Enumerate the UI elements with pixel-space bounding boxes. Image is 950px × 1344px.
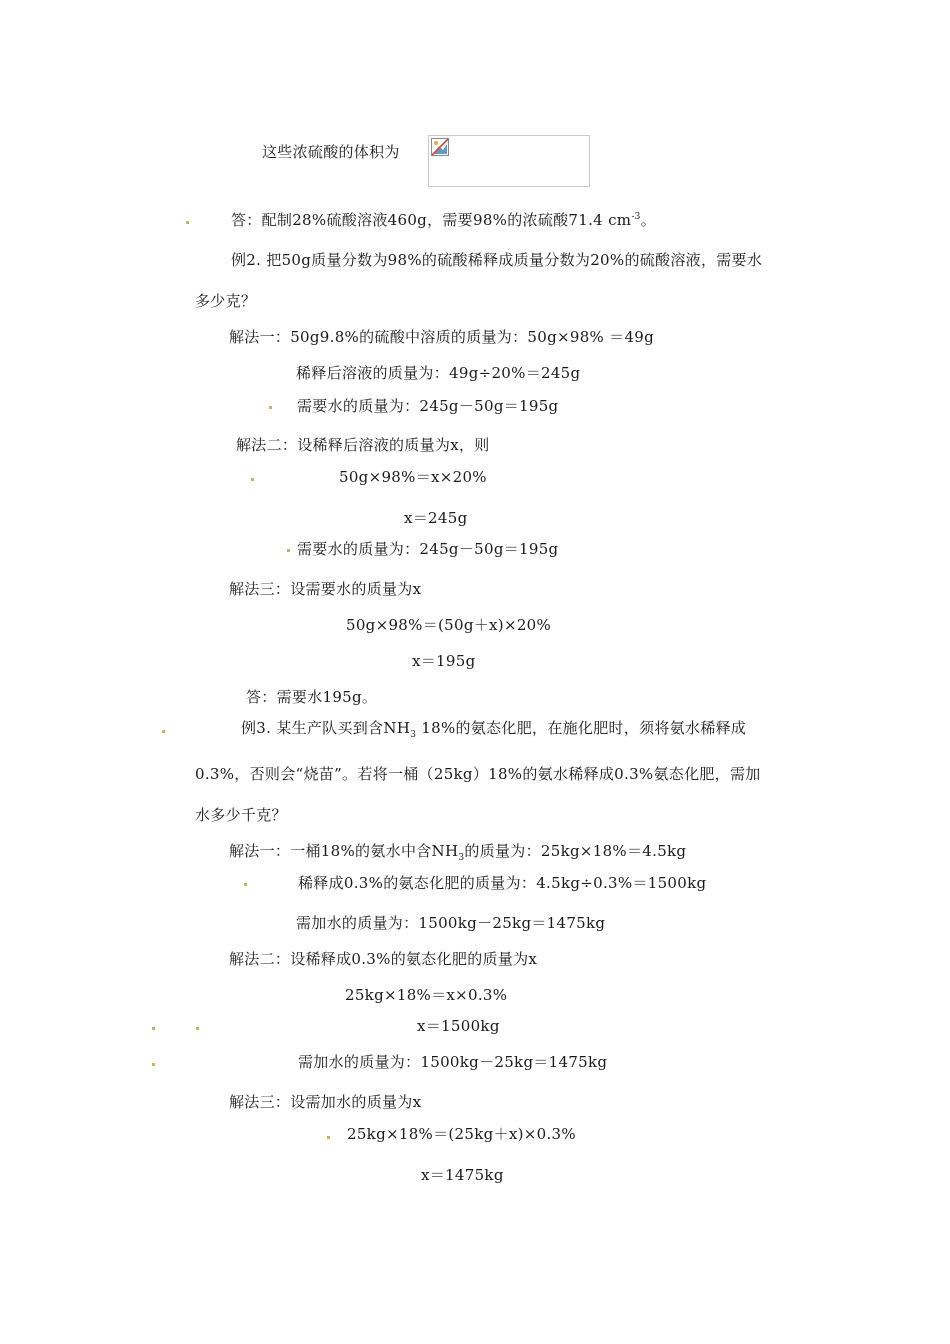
e3-method1-line3: 需加水的质量为：1500kg－25kg＝1475kg — [296, 914, 606, 932]
example3-line1-sub: 3 — [410, 730, 417, 740]
e3-method2-line3: x＝1500kg — [417, 1017, 500, 1035]
example3-line1-a: 例3. 某生产队买到含NH — [241, 719, 411, 737]
answer1-exponent: -3 — [631, 212, 641, 222]
scan-dot — [327, 1136, 330, 1139]
scan-dot — [162, 730, 165, 733]
e3-method2-line4: 需加水的质量为：1500kg－25kg＝1475kg — [298, 1053, 608, 1071]
e2-method2-line1: 解法二：设稀释后溶液的质量为x，则 — [236, 436, 490, 454]
e2-method2-line3: x＝245g — [404, 509, 468, 527]
example2-line1: 例2. 把50g质量分数为98%的硫酸稀释成质量分数为20%的硫酸溶液，需要水 — [231, 251, 763, 269]
example2-answer: 答：需要水195g。 — [246, 688, 378, 706]
scan-dot — [287, 549, 290, 552]
e3-method1-line1-b: 的质量为：25kg×18%＝4.5kg — [464, 842, 687, 860]
scan-dot — [196, 1027, 199, 1030]
scan-dot — [244, 883, 247, 886]
scan-dot — [251, 478, 254, 481]
e3-method2-line1: 解法二：设稀释成0.3%的氨态化肥的质量为x — [229, 950, 538, 968]
e2-method1-line1: 解法一：50g9.8%的硫酸中溶质的质量为：50g×98% ＝49g — [229, 328, 655, 346]
e2-method3-line1: 解法三：设需要水的质量为x — [229, 580, 422, 598]
e2-method1-line3: 需要水的质量为：245g－50g＝195g — [297, 397, 559, 415]
e3-method1-line2: 稀释成0.3%的氨态化肥的质量为：4.5kg÷0.3%＝1500kg — [298, 874, 707, 892]
scan-dot — [152, 1027, 155, 1030]
e2-method3-line3: x＝195g — [412, 652, 476, 670]
answer1-text: 答：配制28%硫酸溶液460g，需要98%的浓硫酸71.4 cm — [231, 211, 632, 229]
answer1-line — [231, 210, 656, 230]
e2-method1-line2: 稀释后溶液的质量为：49g÷20%＝245g — [296, 364, 581, 382]
e3-method1-line1-sub: 3 — [458, 853, 465, 863]
example3-line3: 水多少千克？ — [195, 806, 287, 824]
volume-prefix: 这些浓硫酸的体积为 — [262, 143, 400, 161]
e2-method2-line4: 需要水的质量为：245g－50g＝195g — [297, 540, 559, 558]
scan-dot — [186, 221, 189, 224]
example3-line1-b: 18%的氨态化肥，在施化肥时，须将氨水稀释成 — [416, 719, 747, 737]
e3-method3-line1: 解法三：设需加水的质量为x — [229, 1093, 422, 1111]
example3-line1 — [241, 718, 746, 738]
example2-line2: 多少克？ — [195, 292, 257, 310]
e3-method3-line3: x＝1475kg — [421, 1166, 504, 1184]
volume-line — [262, 142, 400, 162]
broken-image-icon — [431, 138, 449, 156]
e2-method3-line2: 50g×98%＝(50g＋x)×20% — [346, 616, 552, 634]
e3-method1-line1-a: 解法一：一桶18%的氨水中含NH — [229, 842, 459, 860]
e3-method2-line2: 25kg×18%＝x×0.3% — [345, 986, 508, 1004]
e3-method1-line1 — [229, 841, 686, 861]
broken-image-placeholder — [428, 135, 590, 187]
scan-dot — [152, 1063, 155, 1066]
e2-method2-line2: 50g×98%＝x×20% — [339, 468, 487, 486]
scan-dot — [269, 406, 272, 409]
example3-line2: 0.3%，否则会“烧苗”。若将一桶（25kg）18%的氨水稀释成0.3%氨态化肥，需加 — [195, 765, 761, 783]
e3-method3-line2: 25kg×18%＝(25kg＋x)×0.3% — [347, 1125, 576, 1143]
answer1-end: 。 — [640, 211, 656, 229]
